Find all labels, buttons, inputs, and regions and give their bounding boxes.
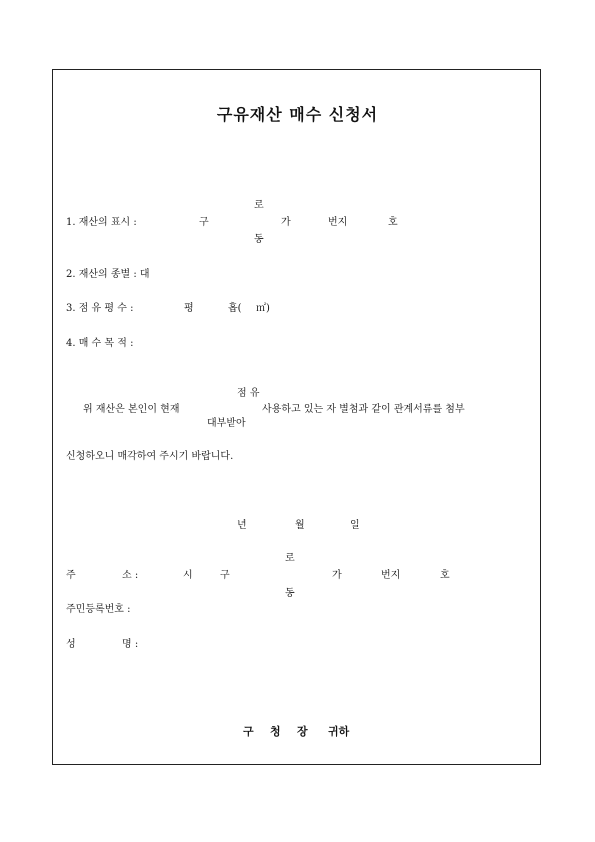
date-day: 일 <box>350 520 360 531</box>
date-year: 년 <box>237 520 247 531</box>
footer-cheong: 청 <box>270 725 281 738</box>
item3-hop: 홉( <box>228 303 242 314</box>
address-beonji: 번지 <box>381 570 401 581</box>
footer-gwiha: 귀하 <box>328 725 350 738</box>
item1-ga: 가 <box>281 217 291 228</box>
address-ho: 호 <box>440 570 450 581</box>
form-border <box>52 69 541 765</box>
name-label-seong: 성 <box>66 639 76 650</box>
item4-label: 4. 매 수 목 적 : <box>66 338 134 349</box>
item1-ro: 로 <box>254 200 264 211</box>
item3-pyeong: 평 <box>184 303 194 314</box>
item2-label: 2. 재산의 종별 : 대 <box>66 269 150 280</box>
address-label-ju: 주 <box>66 570 76 581</box>
item1-gu: 구 <box>199 217 209 228</box>
statement-jeomyu: 점 유 <box>237 388 260 399</box>
footer-jang: 장 <box>297 725 308 738</box>
date-month: 월 <box>295 520 305 531</box>
page-title: 구유재산 매수 신청서 <box>216 105 379 124</box>
item1-dong: 동 <box>254 234 264 245</box>
address-gu: 구 <box>220 570 230 581</box>
address-label-so: 소 : <box>122 570 139 581</box>
item1-ho: 호 <box>388 217 398 228</box>
address-ro: 로 <box>285 553 295 564</box>
statement-line2: 신청하오니 매각하여 주시기 바랍니다. <box>66 451 234 462</box>
item1-label: 1. 재산의 표시 : <box>66 217 137 228</box>
resident-no-label: 주민등록번호 : <box>66 604 131 615</box>
statement-line-end: 사용하고 있는 자 별첨과 같이 관계서류를 첨부 <box>262 404 465 415</box>
address-dong: 동 <box>285 588 295 599</box>
address-ga: 가 <box>332 570 342 581</box>
footer-gu: 구 <box>243 725 254 738</box>
address-si: 시 <box>183 570 193 581</box>
statement-line-start: 위 재산은 본인이 현재 <box>83 404 180 415</box>
name-label-myeong: 명 : <box>122 639 139 650</box>
item1-beonji: 번지 <box>328 217 348 228</box>
statement-daebu: 대부받아 <box>207 418 246 429</box>
item3-sqm: ㎡) <box>256 303 270 314</box>
item3-label: 3. 점 유 평 수 : <box>66 303 134 314</box>
